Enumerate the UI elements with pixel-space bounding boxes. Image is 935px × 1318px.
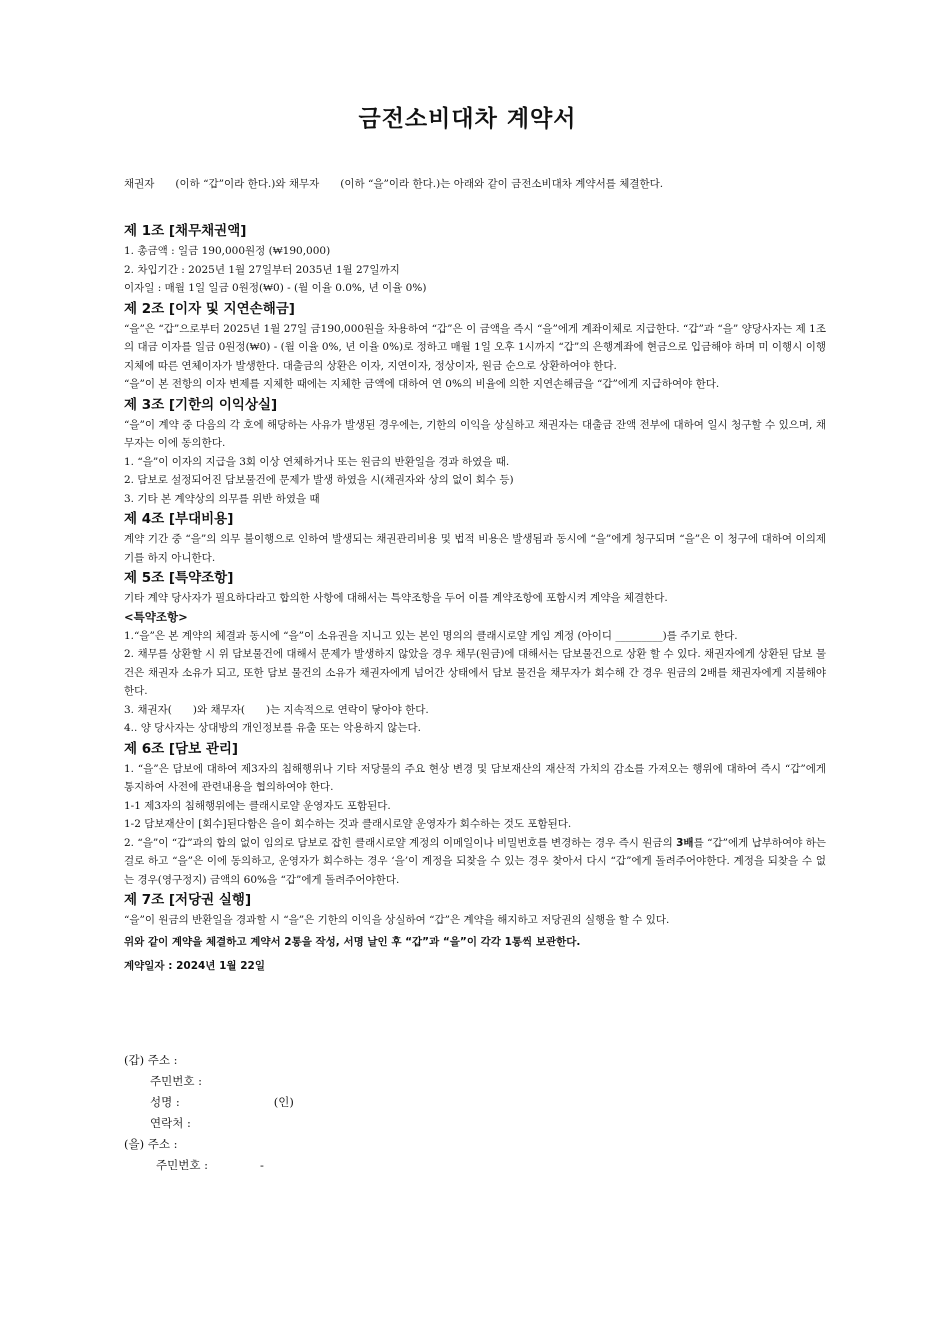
article-4-heading: 제 4조 [부대비용] [124, 511, 234, 527]
party-b-rrn-line [124, 1155, 824, 1176]
party-a-contact: 연락처 : [150, 1116, 191, 1130]
article-4-paragraph: 계약 기간 중 “을”의 의무 불이행으로 인하여 발생되는 채권관리비용 및 법적 비용은 발생됨과 동시에 “을”에게 청구되며 “을”은 이 청구에 대하여 이의제기를 하지 아니한다. [124, 533, 826, 564]
closing-statement: 위와 같이 계약을 체결하고 계약서 2통을 작성, 서명 날인 후 “갑”과 “을”이 각각 1통씩 보관한다. [124, 935, 581, 948]
special-term-2: 2. 채무를 상환할 시 위 담보물건에 대해서 문제가 발생하지 않았을 경우 채무(원금)에 대해서는 담보물건으로 상환 할 수 있다. 채권자에게 상환된 담보 물건은 채권자 소유가 되고, 또한 담보 물건의 소유가 채권자에게 넘어간 상태에서 담보 물건을 채무자가 회수해 간 경우 원금의 2배를 채권자에게 지불해야한다. [124, 648, 826, 697]
article-1-line-3: 이자일 : 매월 1일 일금 0원정(₩0) - (월 이율 0.0%, 년 이율 0%) [124, 282, 427, 294]
article-1-heading: 제 1조 [채무채권액] [124, 223, 247, 239]
article-6-paragraph-2 [124, 834, 826, 890]
special-term-3: 3. 채권자( )와 채무자( )는 지속적으로 연락이 닿아야 한다. [124, 703, 429, 716]
contract-body [124, 220, 826, 976]
article-6-p2-start: 2. “을”이 “갑”과의 합의 없이 임의로 담보로 잡힌 클래시로얄 계정의 이메일이나 비밀번호를 변경하는 경우 즉시 원금의 [124, 836, 677, 849]
special-term-1: 1.“을”은 본 계약의 체결과 동시에 “을”이 소유권을 지니고 있는 본인 명의의 클래시로얄 게임 계정 (아이디 _________)를 주기로 한다. [124, 629, 738, 642]
article-1-line-1: 1. 총금액 : 일금 190,000원정 (₩190,000) [124, 245, 331, 257]
article-3-item-1: 1. “을”이 이자의 지급을 3회 이상 연체하거나 또는 원금의 반환일을 경과 하였을 때. [124, 455, 510, 468]
article-6-heading: 제 6조 [담보 관리] [124, 740, 239, 757]
article-6-p2-end: 를 “갑”에게 납부하여야 하는 걸로 하고 “을”은 이에 동의하고, 운영자가 회수하는 경우 ‘을’이 계정을 되찾을 수 있는 경우 찾아서 다시 “갑”에게 돌려주어야한다. 계정을 되찾을 수 없는 경우(영구정지) 금액의 60%을 “갑”에게 돌려주어야한다. [124, 836, 827, 886]
party-a-address: (갑) 주소 : [124, 1053, 178, 1067]
article-6-item-1-1: 1-1 제3자의 침해행위에는 클래시로얄 운영자도 포함된다. [124, 799, 391, 812]
article-7-paragraph: “을”이 원금의 반환일을 경과할 시 “을”은 기한의 이익을 상실하여 “갑”은 계약을 해지하고 저당권의 실행을 할 수 있다. [124, 914, 670, 926]
article-6-paragraph-1: 1. “을”은 담보에 대하여 제3자의 침해행위나 기타 저당물의 주요 현상 변경 및 담보재산의 재산적 가치의 감소를 가져오는 행위에 대하여 즉시 “갑”에게 통지하여 사전에 관련내용을 협의하여야 한다. [124, 762, 826, 793]
signature-block [124, 1050, 824, 1176]
article-1-line-2: 2. 차입기간 : 2025년 1월 27일부터 2035년 1월 27일까지 [124, 263, 400, 276]
special-terms-heading: <특약조항> [124, 609, 188, 624]
party-a-seal: (인) [273, 1095, 294, 1109]
article-5-paragraph: 기타 계약 당사자가 필요하다라고 합의한 사항에 대해서는 특약조항을 두어 이를 계약조항에 포함시켜 계약을 체결한다. [124, 592, 668, 604]
article-3-item-3: 3. 기타 본 계약상의 의무를 위반 하였을 때 [124, 492, 320, 505]
article-3-item-2: 2. 담보로 설정되어진 담보물건에 문제가 발생 하였을 시(채권자와 상의 없이 회수 등) [124, 474, 514, 486]
party-a-rrn: 주민번호 : [150, 1074, 202, 1088]
special-term-4: 4.. 양 당사자는 상대방의 개인정보를 유출 또는 악용하지 않는다. [124, 722, 421, 734]
document-title: 금전소비대차 계약서 [358, 106, 577, 132]
article-6-item-1-2: 1-2 담보재산이 [회수]된다함은 을이 회수하는 것과 클래시로얄 운영자가 회수하는 것도 포함된다. [124, 818, 572, 830]
party-b-rrn-dash: - [259, 1158, 264, 1172]
article-3-heading: 제 3조 [기한의 이익상실] [124, 396, 278, 413]
article-2-heading: 제 2조 [이자 및 지연손해금] [124, 300, 295, 317]
party-b-address: (을) 주소 : [124, 1137, 178, 1151]
contract-date: 계약일자 : 2024년 1월 22일 [124, 960, 265, 972]
article-2-paragraph-1: “을”은 “갑”으로부터 2025년 1월 27일 금190,000원을 차용하여 “갑”은 이 금액을 즉시 “을”에게 계좌이체로 지급한다. “갑”과 “을” 양당사자는 제 1조의 대금 이자를 일금 0원정(₩0) - (월 이율 0%, 년 이율 0%)로 정하고 매월 1일 오후 1시까지 “갑”의 은행계좌에 현금으로 입금해야 하며 미 이행시 이행지체에 따른 연체이자가 발생한다. 대출금의 상환은 이자, 지연이자, 정상이자, 원금 순으로 상환하여야 한다. [124, 322, 826, 372]
party-a-name-line [124, 1092, 824, 1113]
party-b-rrn: 주민번호 : [156, 1158, 208, 1172]
article-6-p2-bold: 3배 [676, 836, 694, 849]
party-a-name: 성명 : [150, 1095, 180, 1109]
article-5-heading: 제 5조 [특약조항] [124, 570, 234, 586]
article-3-paragraph: “을”이 계약 중 다음의 각 호에 해당하는 사유가 발생된 경우에는, 기한의 이익을 상실하고 채권자는 대출금 잔액 전부에 대하여 일시 청구할 수 있으며, 채무자는 이에 동의한다. [124, 418, 826, 449]
article-7-heading: 제 7조 [저당권 실행] [124, 892, 252, 908]
article-2-paragraph-2: “을”이 본 전항의 이자 변제를 지체한 때에는 지체한 금액에 대하여 연 0%의 비율에 의한 지연손해금을 “갑”에게 지급하여야 한다. [124, 378, 720, 390]
intro-paragraph: 채권자 (이하 “갑”이라 한다.)와 채무자 (이하 “을”이라 한다.)는 아래와 같이 금전소비대차 계약서를 체결한다. [124, 178, 664, 190]
